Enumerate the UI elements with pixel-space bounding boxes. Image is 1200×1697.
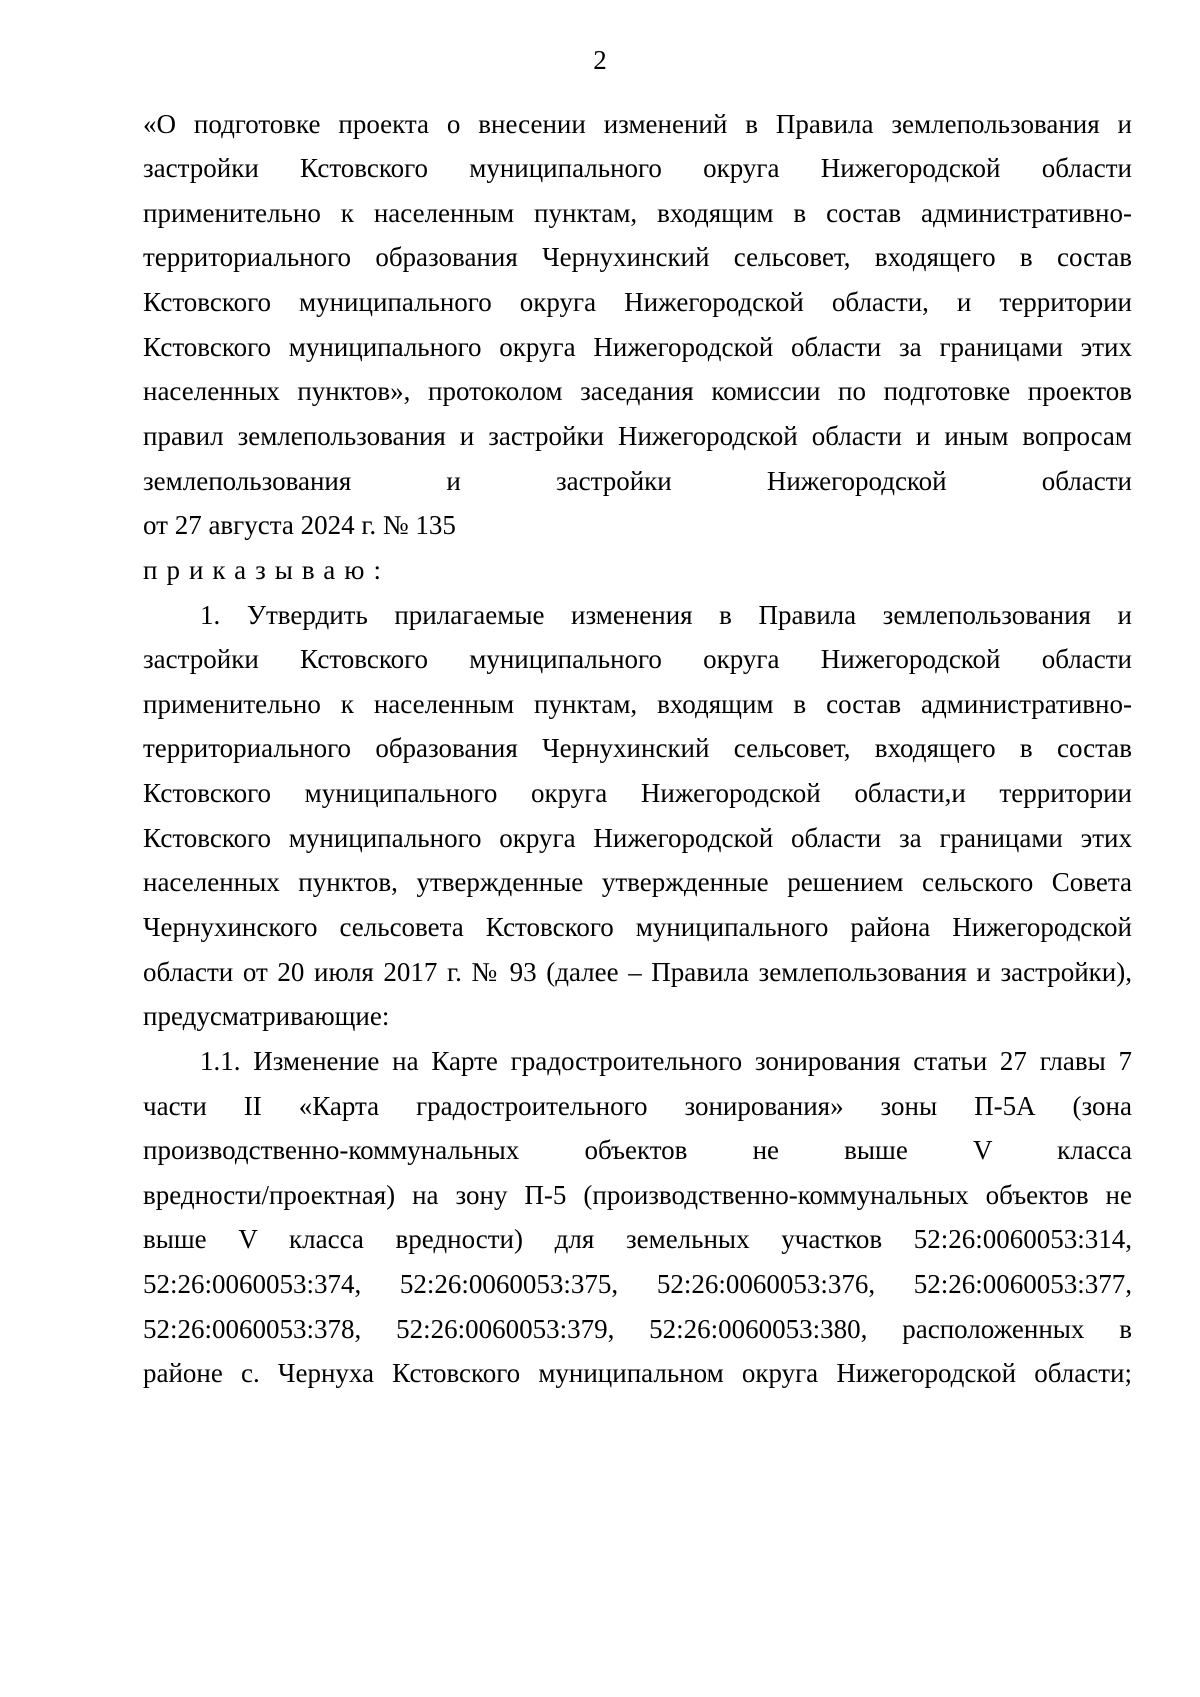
text-line: населенных пунктов, утвержденные утвержденные решением сельского Совета [143, 867, 1132, 897]
text-line: Кстовского муниципального округа Нижегородской области за границами этих [143, 823, 1132, 853]
text-line: населенных пунктов», протоколом заседания комиссии по подготовке проектов [143, 376, 1132, 406]
text-line: территориального образования Чернухинский сельсовет, входящего в состав [143, 733, 1132, 763]
text-line: 52:26:0060053:378, 52:26:0060053:379, 52:26:0060053:380, расположенных в [143, 1314, 1132, 1344]
text-line: землепользования и застройки Нижегородской области [143, 466, 1132, 496]
text-line: области от 20 июля 2017 г. № 93 (далее – Правила землепользования и застройки), [143, 957, 1132, 987]
text-line: 52:26:0060053:374, 52:26:0060053:375, 52:26:0060053:376, 52:26:0060053:377, [143, 1269, 1132, 1299]
text-line: предусматривающие: [143, 1001, 390, 1031]
text-line: вредности/проектная) на зону П-5 (производственно-коммунальных объектов не [143, 1180, 1132, 1210]
text-line: застройки Кстовского муниципального округа Нижегородской области [143, 153, 1132, 183]
text-line: Кстовского муниципального округа Нижегородской области, и территории [143, 287, 1132, 317]
text-line: Кстовского муниципального округа Нижегородской области,и территории [143, 778, 1132, 808]
decree-word: приказываю: [143, 555, 390, 585]
text-line: производственно-коммунальных объектов не выше V класса [143, 1135, 1132, 1165]
text-line: от 27 августа 2024 г. № 135 [143, 510, 456, 540]
text-line: Чернухинского сельсовета Кстовского муниципального района Нижегородской [143, 912, 1132, 942]
text-line: применительно к населенным пунктам, входящим в состав административно- [143, 689, 1132, 719]
text-line: Кстовского муниципального округа Нижегородской области за границами этих [143, 332, 1132, 362]
text-line: районе с. Чернуха Кстовского муниципальном округа Нижегородской области; [143, 1358, 1132, 1388]
text-line: застройки Кстовского муниципального округа Нижегородской области [143, 644, 1132, 674]
text-line: выше V класса вредности) для земельных участков 52:26:0060053:314, [143, 1224, 1132, 1254]
text-line: территориального образования Чернухинский сельсовет, входящего в состав [143, 242, 1132, 272]
paragraph-1-first-line: 1. Утвердить прилагаемые изменения в Правила землепользования и [200, 600, 1132, 630]
text-line: «О подготовке проекта о внесении изменений в Правила землепользования и [143, 109, 1132, 139]
text-line: применительно к населенным пунктам, входящим в состав административно- [143, 198, 1132, 228]
text-line: правил землепользования и застройки Нижегородской области и иным вопросам [143, 421, 1132, 451]
paragraph-1-1-first-line: 1.1. Изменение на Карте градостроительного зонирования статьи 27 главы 7 [200, 1046, 1132, 1076]
text-line: части II «Карта градостроительного зонирования» зоны П-5А (зона [143, 1091, 1132, 1121]
page-number: 2 [593, 45, 607, 75]
